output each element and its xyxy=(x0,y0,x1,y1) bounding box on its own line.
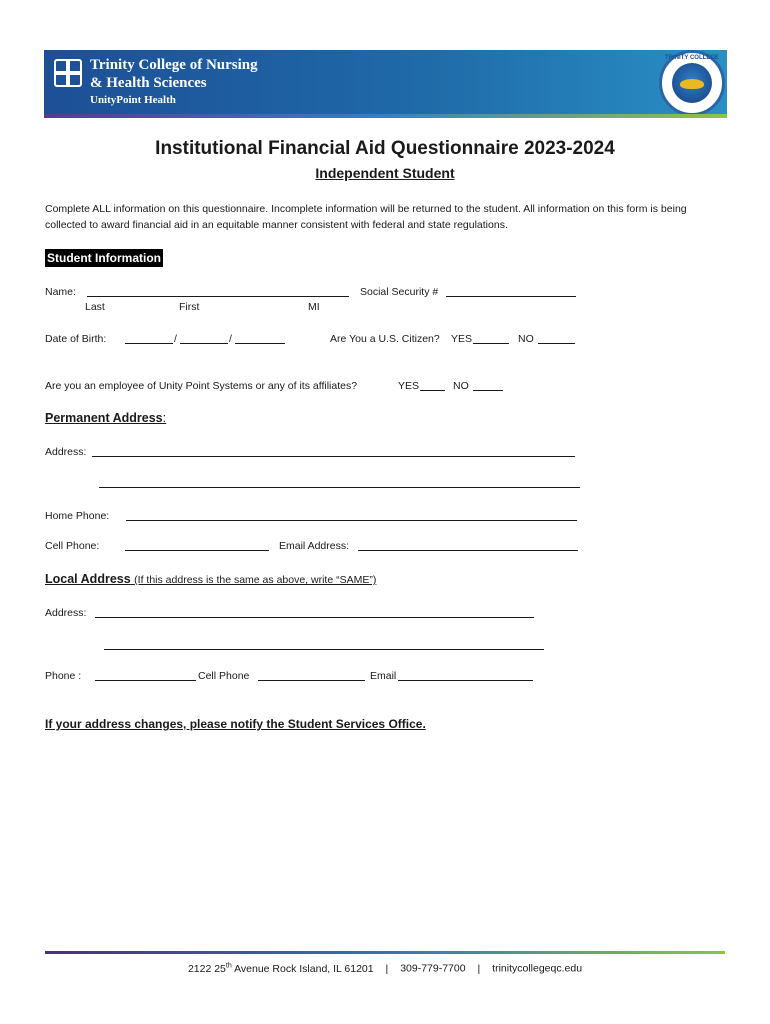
citizen-no-field[interactable] xyxy=(538,343,575,344)
permanent-address-heading xyxy=(45,411,166,425)
footer-street-city: Avenue Rock Island, IL 61201 xyxy=(231,962,374,975)
page-subtitle: Independent Student xyxy=(315,165,455,181)
dob-slash-1: / xyxy=(174,333,177,345)
citizen-yes-field[interactable] xyxy=(473,343,509,344)
local-cell-field[interactable] xyxy=(258,680,365,681)
name-sub-first: First xyxy=(179,301,200,313)
local-address-note: (If this address is the same as above, write “SAME”) xyxy=(134,574,377,586)
name-label: Name: xyxy=(45,286,76,298)
footer-street-number: 2122 25 xyxy=(187,962,226,975)
brand-name-line1: Trinity College of Nursing xyxy=(90,57,258,73)
brand-name-line2: & Health Sciences xyxy=(90,75,207,91)
dob-day-field[interactable] xyxy=(180,343,228,344)
cell-phone-field[interactable] xyxy=(125,550,269,551)
footer-address xyxy=(188,963,374,975)
employee-yes-label: YES xyxy=(398,380,420,392)
local-email-field[interactable] xyxy=(398,680,533,681)
citizen-label: Are You a U.S. Citizen? xyxy=(330,333,440,345)
dob-label: Date of Birth: xyxy=(45,333,107,345)
local-email-label: Email xyxy=(370,670,397,682)
employee-question: Are you an employee of Unity Point Systems or any of its affiliates? xyxy=(45,380,358,392)
ssn-field[interactable] xyxy=(446,296,576,297)
local-address-line1-field[interactable] xyxy=(95,617,534,618)
page-title: Institutional Financial Aid Questionnaire 2023-2024 xyxy=(155,138,615,159)
citizen-no-label: NO xyxy=(518,333,534,345)
address-change-notice: If your address changes, please notify the Student Services Office. xyxy=(45,717,426,731)
brand-text xyxy=(90,56,258,108)
footer-phone: 309-779-7700 xyxy=(400,962,466,975)
banner-stripe xyxy=(44,114,727,118)
footer-website[interactable]: trinitycollegeqc.edu xyxy=(492,962,583,975)
permanent-address-title: Permanent Address xyxy=(45,411,163,425)
permanent-address-label: Address: xyxy=(45,446,87,458)
employee-yes-field[interactable] xyxy=(420,390,445,391)
brand-parent: UnityPoint Health xyxy=(90,94,176,106)
employee-no-field[interactable] xyxy=(473,390,503,391)
cross-logo-icon xyxy=(54,59,82,87)
permanent-address-line2-field[interactable] xyxy=(99,487,580,488)
local-cell-label: Cell Phone xyxy=(198,670,250,682)
local-address-title: Local Address xyxy=(45,572,131,586)
local-phone-label: Phone : xyxy=(45,670,82,682)
dob-month-field[interactable] xyxy=(125,343,173,344)
citizen-yes-label: YES xyxy=(451,333,473,345)
name-sub-last: Last xyxy=(85,301,105,313)
name-field[interactable] xyxy=(87,296,349,297)
footer-divider xyxy=(45,951,725,954)
header-banner xyxy=(44,50,727,118)
footer-street-suffix: th xyxy=(225,962,232,969)
local-phone-field[interactable] xyxy=(95,680,196,681)
dob-year-field[interactable] xyxy=(235,343,285,344)
footer xyxy=(0,962,770,975)
home-phone-field[interactable] xyxy=(126,520,577,521)
email-address-label: Email Address: xyxy=(279,540,350,552)
footer-separator-2: | xyxy=(477,962,481,975)
employee-no-label: NO xyxy=(453,380,469,392)
student-info-heading: Student Information xyxy=(47,251,161,265)
home-phone-label: Home Phone: xyxy=(45,510,110,522)
lamp-icon xyxy=(680,79,704,89)
local-address-heading xyxy=(45,572,376,586)
permanent-address-line1-field[interactable] xyxy=(92,456,575,457)
ssn-label: Social Security # xyxy=(360,286,439,298)
seal-text: TRINITY COLLEGE xyxy=(665,55,719,61)
cell-phone-label: Cell Phone: xyxy=(45,540,100,552)
intro-paragraph: Complete ALL information on this questionnaire. Incomplete information will be returned to the student. All information on this form is being collected to award financial aid in an equitable manner consistent with federal and state regulations. xyxy=(45,203,687,231)
permanent-address-colon: : xyxy=(162,411,167,425)
local-address-line2-field[interactable] xyxy=(104,649,544,650)
dob-slash-2: / xyxy=(229,333,232,345)
name-sub-mi: MI xyxy=(308,301,320,313)
local-address-label: Address: xyxy=(45,607,87,619)
footer-separator-1: | xyxy=(385,962,389,975)
email-address-field[interactable] xyxy=(358,550,578,551)
college-seal-icon xyxy=(659,50,725,116)
